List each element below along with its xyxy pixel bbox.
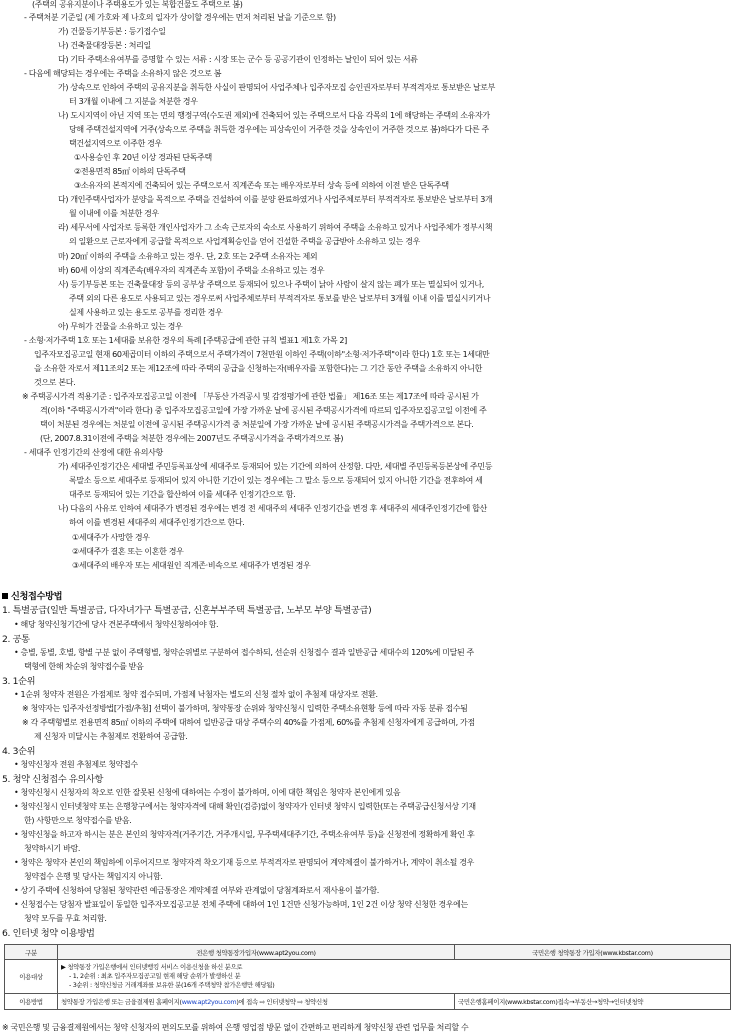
text-line: 실제 사용하고 있는 용도로 공부를 정리한 경우 [69,308,223,317]
table-header-category: 구분 [5,945,58,960]
text-line: ①사용승인 후 20년 이상 경과된 단독주택 [74,153,212,162]
text-line: 바) 60세 이상의 직계존속(배우자의 직계존속 포함)이 주택을 소유하고 있는 경우 [58,266,325,275]
text-line: • 청약신청시 신청자의 착오로 인한 잘못된 신청에 대하여는 수정이 불가하며, 이에 대한 책임은 청약자 본인에게 있음 [14,788,401,797]
text-line: 다) 개인주택사업자가 분양을 목적으로 주택을 건설하여 이를 분양 완료하였거나 사업주체로부터 부적격자로 통보받은 날로부터 3개 [58,195,493,204]
text-line: 3. 1순위 [2,676,36,687]
text-line: 택이 처분된 경우에는 처분일 이전에 공시된 주택공시가격 중 처분일에 가장 가까운 날에 공시된 주택공시가격을 주택가격으로 본다. [40,420,474,429]
text-line: 청약 모두를 무효 처리함. [24,914,107,923]
text-line: 2. 공통 [2,634,30,645]
text-line: 록말소 등으로 세대주로 등재되어 있지 아니한 기간이 있는 경우에는 그 말소 등으로 등재되어 있지 아니한 기간을 전후하여 세 [69,476,483,485]
text-line: - 소형·저가주택 1호 또는 1세대를 보유한 경우의 특례 [주택공급에 관한 규칙 별표1 제1호 가목 2] [24,336,347,345]
text-line: 청약하시기 바람. [24,844,81,853]
text-line: • 상기 주택에 신청하여 당첨된 청약관련 예금통장은 계약체결 여부와 관계없이 당첨계좌로서 재사용이 불가함. [14,886,379,895]
internet-subscription-table [4,944,731,1010]
eligibility-line: - 1, 2순위 : 최초 입주자모집공고일 현재 해당 순위가 발생하신 분 [69,972,241,980]
eligibility-line: ▶ 청약통장 가입은행에서 인터넷뱅킹 서비스 이용신청을 하신 분으로 [61,963,243,971]
apt2you-link[interactable]: www.apt2you.com [181,998,237,1006]
text-line: 아) 무허가 건물을 소유하고 있는 경우 [58,322,183,331]
text-line: 주택 외의 다른 용도로 사용되고 있는 경우로써 사업주체로부터 부적격자로 통보를 받은 날로부터 3개월 이내 이를 멸실시키거나 [69,294,491,303]
text-line: 5. 청약 신청접수 유의사항 [2,774,104,785]
text-line: 터 3개월 이내에 그 지분을 처분한 경우 [69,97,198,106]
text-line: 월 이내에 이를 처분한 경우 [69,209,159,218]
text-line: 것으로 본다. [34,378,76,387]
text-line: ②전용면적 85㎡ 이하의 단독주택 [74,167,186,176]
text-line: ②세대주가 결혼 또는 이혼한 경우 [72,547,184,556]
text-line: 택형에 한해 차순위 청약접수를 받음 [24,662,144,671]
text-line: 을 소유한 자로서 제11조의2 또는 제12조에 따라 주택의 공급을 신청하는자(배우자를 포함한다)는 그 기간 동안 주택을 소유하지 아니한 [34,364,482,373]
text-line: 입주자모집공고일 현재 60제곱미터 이하의 주택으로서 주택가격이 7천만원 이하인 주택(이하"소형·저가주택"이라 한다) 1호 또는 1세대만 [34,350,490,359]
text-line: • 청약신청시 인터넷청약 또는 은행창구에서는 청약자격에 대해 확인(검증)없이 청약자가 인터넷 청약시 입력한(또는 주택공급신청서상 기재 [14,802,476,811]
table-row-label: 이용대상 [5,960,58,994]
text-line: 한) 사항만으로 청약접수를 받음. [24,816,132,825]
table-header-kb: 국민은행 청약통장 가입자(www.kbstar.com) [455,945,731,960]
table-cell-eligibility [58,960,731,994]
text-line: • 1순위 청약자 전원은 가점제로 청약 접수되며, 가점제 낙첨자는 별도의 신청 절차 없이 추첨제 대상자로 전환. [14,690,378,699]
table-cell-kb-method: 국민은행홈페이지(www.kbstar.com)접속→부동산→청약→인터넷청약 [455,994,731,1010]
text-line: 사) 등기부등본 또는 건축물대장 등의 공부상 주택으로 등재되어 있으나 주택이 낡아 사람이 살지 않는 폐가 또는 멸실되어 있거나, [58,280,484,289]
square-bullet-icon [2,593,8,599]
text-line: ※ 각 주택형별로 전용면적 85㎡ 이하의 주택에 대하여 일반공급 대상 주택수의 40%를 가점제, 60%를 추첨제 신청자에게 공급하며, 가점 [22,718,475,727]
section-heading [2,591,62,602]
section-heading-text: 신청접수방법 [11,591,63,602]
text-line: • 청약신청을 하고자 하시는 분은 본인의 청약자격(거주기간, 거주개시일, 무주택세대주기간, 주택소유여부 등)을 신청전에 정확하게 확인 후 [14,830,475,839]
table-cell-kfb-method [58,994,455,1010]
text-line: ③세대주의 배우자 또는 세대원인 직계존·비속으로 세대주가 변경된 경우 [72,561,311,570]
eligibility-line: - 3순위 : 청약신청금 거래계좌를 보유한 분(16개 주택청약 참가은행만 해당됨) [69,981,275,989]
text-line: 나) 건축물대장등본 : 처리일 [58,41,151,50]
text-line: 대주로 등재되어 있는 기간을 합산하여 이를 세대주 인정기간으로 함. [69,490,296,499]
text-line: ※ 국민은행 및 금융결제원에서는 청약 신청자의 편의도모를 위하여 은행 영업점 방문 없이 간편하고 편리하게 청약신청 관련 업무를 처리할 수 [2,1023,469,1032]
text-line: 제 신청자 미달시는 추첨제로 전환하여 공급함. [34,732,188,741]
text-line: 나) 다음의 사유로 인하여 세대주가 변경된 경우에는 변경 전 세대주의 세대주 인정기간을 변경 후 세대주의 세대주인정기간에 합산 [58,504,487,513]
text-line: 가) 건물등기부등본 : 등기접수일 [58,27,166,36]
text-line: ③소유자의 본적지에 건축되어 있는 주택으로서 직계존속 또는 배우자로부터 상속 등에 의하여 이전 받은 단독주택 [74,181,449,190]
text-line: 의 일환으로 근로자에게 공급할 목적으로 사업계획승인을 얻어 건설한 주택을 공급받아 소유하고 있는 경우 [69,237,420,246]
text-line: 가) 세대주인정기간은 세대별 주민등록표상에 세대주로 등재되어 있는 기간에 의하여 산정함. 다만, 세대별 주민등록등본상에 주민등 [58,462,493,471]
text-line: 다) 기타 주택소유여부를 증명할 수 있는 서류 : 시장 또는 군수 등 공공기관이 인정하는 날인이 되어 있는 서류 [58,55,418,64]
text-line: • 층별, 동별, 호별, 향별 구분 없이 주택형별, 청약순위별로 구분하여 접수하되, 선순위 신청접수 결과 일반공급 세대수의 120%에 미달된 주 [14,648,474,657]
text-line: 6. 인터넷 청약 이용방법 [2,928,95,939]
method-text: 청약통장 가입은행 또는 금융결제원 홈페이지( [61,998,182,1006]
text-line: 마) 20㎡ 이하의 주택을 소유하고 있는 경우. 단, 2호 또는 2주택 소유자는 제외 [58,252,318,261]
text-line: ※ 주택공시가격 적용기준 : 입주자모집공고일 이전에 「부동산 가격공시 및 감정평가에 관한 법률」 제16조 또는 제17조에 따라 공시된 가 [22,392,479,401]
text-line: ①세대주가 사망한 경우 [72,533,150,542]
table-row-label: 이용방법 [5,994,58,1010]
text-line: 격(이하 "주택공시가격"이라 한다) 중 입주자모집공고일에 가장 가까운 날에 공시된 주택공시가격에 따르되 입주자모집공고일 이전에 주 [40,406,487,415]
text-line: • 청약신청자 전원 추첨제로 청약접수 [14,760,138,769]
text-line: • 해당 청약신청기간에 당사 견본주택에서 청약신청하여야 함. [14,620,219,629]
text-line: 4. 3순위 [2,746,36,757]
text-line: • 청약은 청약자 본인의 책임하에 이루어지므로 청약자격 착오기재 등으로 부적격자로 판명되어 계약체결이 불가하거나, 계약이 취소될 경우 [14,858,474,867]
table-header-kfb: 전은행 청약통장가입자(www.apt2you.com) [58,945,455,960]
text-line: 청약접수 은행 및 당사는 책임지지 아니함. [24,872,163,881]
text-line: - 주택처분 기준일 (제 가호와 제 나호의 일자가 상이할 경우에는 먼저 처리된 날을 기준으로 함) [24,13,336,22]
text-line: - 세대주 인정기간의 산정에 대한 유의사항 [24,448,163,457]
method-text: )에 접속 ⇨ 인터넷청약 ⇨ 청약신청 [236,998,328,1006]
text-line: 1. 특별공급(일반 특별공급, 다자녀가구 특별공급, 신혼부부주택 특별공급, 노부모 부양 특별공급) [2,605,372,616]
text-line: 가) 상속으로 인하여 주택의 공유지분을 취득한 사실이 판명되어 사업주체나 입주자모집 승인권자로부터 부적격자로 통보받은 날로부 [58,83,496,92]
text-line: (주택의 공유지분이나 주택용도가 있는 복합건물도 주택으로 봄) [32,0,243,9]
text-line: 당해 주택건설지역에 거주(상속으로 주택을 취득한 경우에는 피상속인이 거주한 것을 상속인이 거주한 것으로 봄)하다가 다른 주 [69,125,489,134]
text-line: • 신청접수는 당첨자 발표일이 동일한 입주자모집공고분 전체 주택에 대하여 1인 1건만 신청가능하며, 1인 2건 이상 청약 신청한 경우에는 [14,900,468,909]
text-line: ※ 청약자는 입주자선정방법[가점/추첨] 선택이 불가하며, 청약통장 순위와 청약신청시 입력한 주택소유현황 등에 따라 자동 분류 접수됨 [22,704,468,713]
text-line: 라) 세무서에 사업자로 등록한 개인사업자가 그 소속 근로자의 숙소로 사용하기 위하여 주택을 소유하고 있거나 사업주체가 정부시책 [58,223,493,232]
text-line: 나) 도시지역이 아닌 지역 또는 면의 행정구역(수도권 제외)에 건축되어 있는 주택으로서 다음 각목의 1에 해당하는 주택의 소유자가 [58,111,490,120]
text-line: 택건설지역으로 이주한 경우 [69,139,162,148]
text-line: (단, 2007.8.31이전에 주택을 처분한 경우에는 2007년도 주택공시가격을 주택가격으로 봄) [40,434,344,443]
text-line: 하여 이를 변경된 세대주의 세대주인정기간으로 한다. [69,518,245,527]
text-line: - 다음에 해당되는 경우에는 주택을 소유하지 않은 것으로 봄 [24,69,222,78]
